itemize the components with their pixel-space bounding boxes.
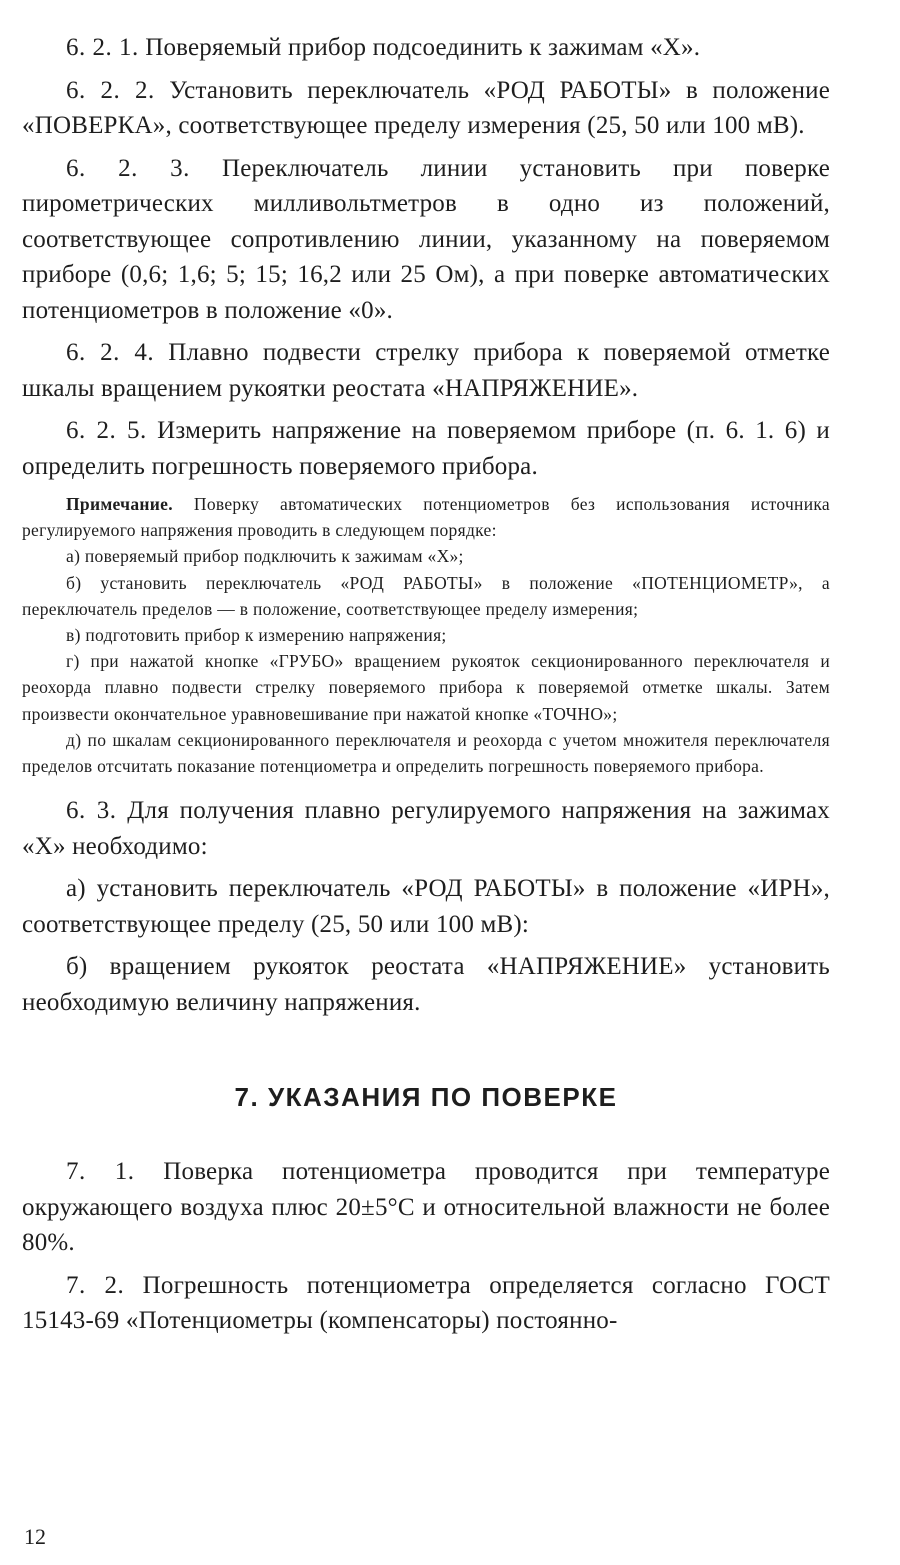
page-number: 12 — [24, 1524, 46, 1549]
paragraph-6-2-3 — [22, 151, 830, 329]
clause-text: Погрешность потенциометра определяется согласно ГОСТ 15143-69 «Потенциометры (компенсаторы) постоянно- — [22, 1271, 830, 1335]
note-intro-text: Поверку автоматических потенциометров без использования источника регулируемого напряжения проводить в следующем порядке: — [22, 494, 830, 541]
note-item-v: в) подготовить прибор к измерению напряжения; — [66, 625, 447, 646]
section-heading: 7. УКАЗАНИЯ ПО ПОВЕРКЕ — [234, 1082, 618, 1113]
note-label: Примечание. — [66, 494, 173, 514]
paragraph-6-3-a: а) установить переключатель «РОД РАБОТЫ» в положение «ИРН», соответствующее пределу (25, 50 или 100 мВ): — [22, 875, 830, 938]
paragraph-6-2-4 — [22, 335, 830, 406]
note-intro — [22, 491, 830, 543]
paragraph-6-2-2 — [22, 73, 830, 144]
clause-text: Поверка потенциометра проводится при температуре окружающего воздуха плюс 20±5°С и относительной влажности не более 80%. — [22, 1158, 831, 1257]
clause-text: Переключатель линии установить при поверке пирометрических милливольтметров в одно из положений, соответствующее сопротивлению линии, указанному на поверяемом приборе (0,6; 1,6; 5; 15; 16,2 или 25 Ом), а при поверке автоматических потенциометров в положение «0». — [22, 154, 831, 324]
clause-number: 7. 1. — [66, 1158, 135, 1186]
note-item-b: б) установить переключатель «РОД РАБОТЫ» в положение «ПОТЕНЦИОМЕТР», а переключатель пределов — в положение, соответствующее пределу измерения; — [22, 572, 830, 619]
paragraph-6-3-b: б) вращением рукояток реостата «НАПРЯЖЕНИЕ» установить необходимую величину напряжения. — [22, 953, 830, 1016]
note-item-d: д) по шкалам секционированного переключателя и реохорда с учетом множителя переключателя пределов отсчитать показание потенциометра и определить погрешность поверяемого прибора. — [22, 729, 830, 777]
document-page — [22, 30, 830, 1346]
clause-text: Измерить напряжение на поверяемом приборе (п. 6. 1. 6) и определить погрешность поверяемого прибора. — [22, 417, 830, 480]
clause-number: 7. 2. — [66, 1271, 125, 1299]
paragraph-7-1 — [22, 1154, 830, 1261]
clause-number: 6. 2. 1. — [66, 34, 139, 61]
paragraph-7-2 — [22, 1268, 830, 1339]
paragraph-6-2-5 — [22, 413, 830, 484]
note-item-g: г) при нажатой кнопке «ГРУБО» вращением рукояток секционированного переключателя и реохорда плавно подвести стрелку поверяемого прибора к поверяемой отметке шкалы. Затем произвести окончательное уравновешивание при нажатой кнопке «ТОЧНО»; — [22, 651, 830, 724]
clause-text: Установить переключатель «РОД РАБОТЫ» в положение «ПОВЕРКА», соответствующее пределу измерения (25, 50 или 100 мВ). — [22, 76, 831, 139]
clause-number: 6. 3. — [66, 797, 117, 825]
note-block — [22, 491, 830, 779]
clause-number: 6. 2. 4. — [66, 339, 155, 366]
clause-number: 6. 2. 5. — [66, 417, 147, 444]
clause-text: Плавно подвести стрелку прибора к поверяемой отметке шкалы вращением рукоятки реостата «НАПРЯЖЕНИЕ». — [22, 339, 830, 402]
note-item-a: а) поверяемый прибор подключить к зажимам «Х»; — [66, 546, 464, 567]
clause-number: 6. 2. 3. — [66, 154, 190, 182]
clause-text: Для получения плавно регулируемого напряжения на зажимах «Х» необходимо: — [22, 797, 831, 860]
clause-number: 6. 2. 2. — [66, 76, 155, 104]
paragraph-6-2-1 — [22, 30, 830, 66]
paragraph-6-3 — [22, 793, 830, 864]
clause-text: Поверяемый прибор подсоединить к зажимам «Х». — [145, 34, 701, 61]
